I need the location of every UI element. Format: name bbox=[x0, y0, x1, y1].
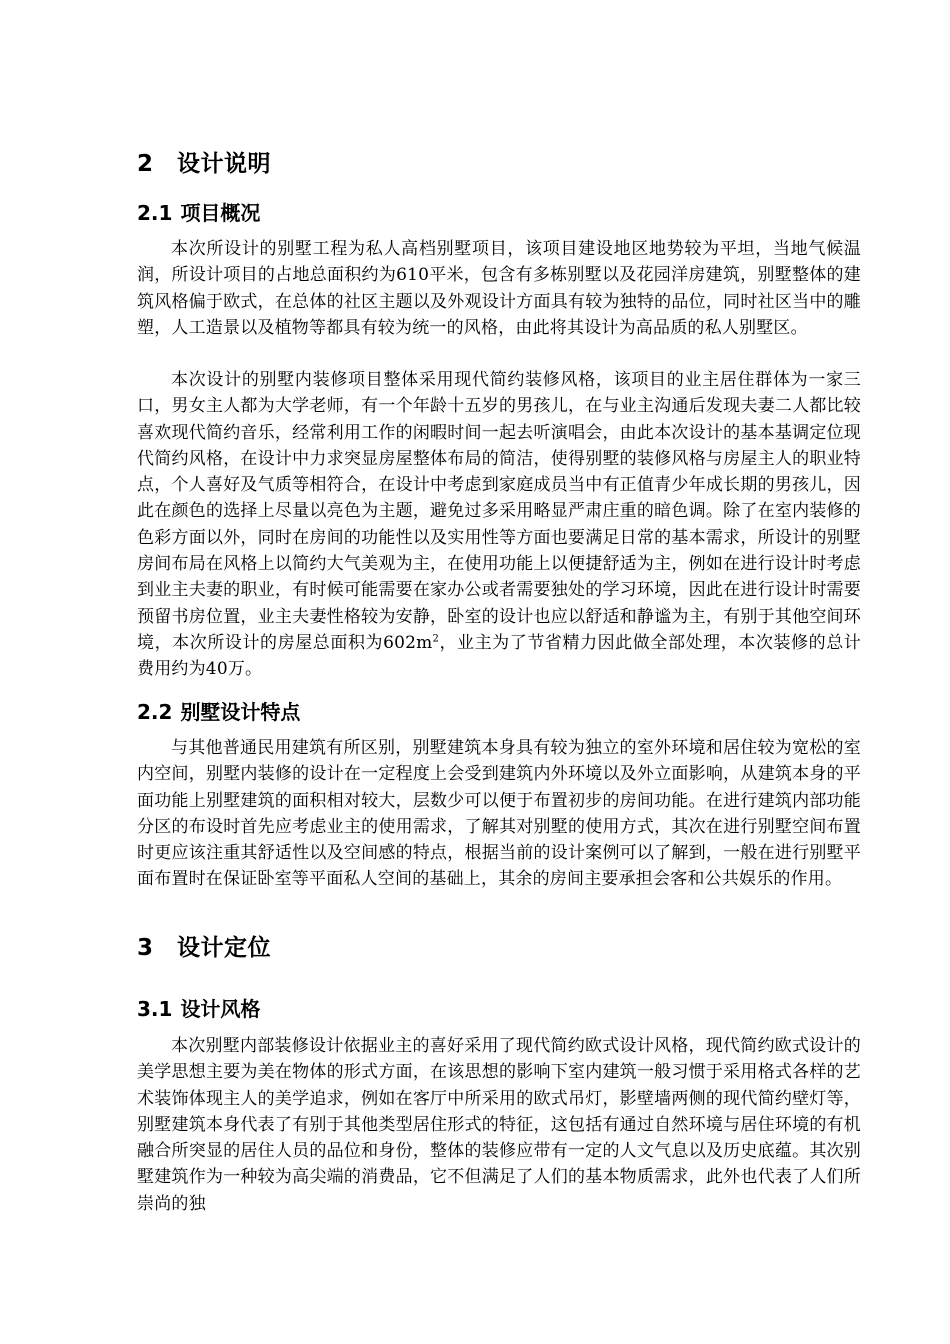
section-heading-3 bbox=[137, 933, 861, 963]
subsection-number: 2.1 bbox=[137, 201, 173, 225]
superscript: 2 bbox=[432, 633, 440, 645]
subsection-number: 2.2 bbox=[137, 700, 173, 724]
paragraph-villa-features: 与其他普通民用建筑有所区别，别墅建筑本身具有较为独立的室外环境和居住较为宽松的室内空间，别墅内装修的设计在一定程度上会受到建筑内外环境以及外立面影响，从建筑本身的平面功能上别墅建筑的面积相对较大，层数少可以便于布置初步的房间功能。在进行建筑内部功能分区的布设时首先应考虑业主的使用需求，了解其对别墅的使用方式，其次在进行别墅空间布置时更应该注重其舒适性以及空间感的特点，根据当前的设计案例可以了解到，一般在进行别墅平面布置时在保证卧室等平面私人空间的基础上，其余的房间主要承担会客和公共娱乐的作用。 bbox=[137, 738, 861, 890]
subsection-heading-2-2 bbox=[137, 699, 861, 725]
section-heading-2 bbox=[137, 149, 861, 179]
paragraph-project-overview-2 bbox=[137, 367, 861, 683]
subsection-number: 3.1 bbox=[137, 997, 173, 1021]
subsection-title: 设计风格 bbox=[180, 997, 261, 1021]
paragraph-text: 本次设计的别墅内装修项目整体采用现代简约装修风格，该项目的业主居住群体为一家三口，男女主人都为大学老师，有一个年龄十五岁的男孩儿，在与业主沟通后发现夫妻二人都比较喜欢现代简约音乐，经常利用工作的闲暇时间一起去听演唱会，由此本次设计的基本基调定位现代简约风格，在设计中力求突显房屋整体布局的简洁，使得别墅的装修风格与房屋主人的职业特点，个人喜好及气质等相符合，在设计中考虑到家庭成员当中有正值青少年成长期的男孩儿，因此在颜色的选择上尽量以亮色为主题，避免过多采用略显严肃庄重的暗色调。除了在室内装修的色彩方面以外，同时在房间的功能性以及实用性等方面也要满足日常的基本需求，所设计的别墅房间布局在风格上以简约大气美观为主，在使用功能上以便捷舒适为主，例如在进行设计时考虑到业主夫妻的职业，有时候可能需要在家办公或者需要独处的学习环境，因此在进行设计时需要预留书房位置，业主夫妻性格较为安静，卧室的设计也应以舒适和静谧为主，有别于其他空间环境，本次所设计的房屋总面积为602m bbox=[137, 370, 861, 653]
section-number: 2 bbox=[137, 151, 154, 177]
subsection-title: 项目概况 bbox=[180, 201, 261, 225]
section-title: 设计说明 bbox=[177, 151, 271, 177]
paragraph-design-style: 本次别墅内部装修设计依据业主的喜好采用了现代简约欧式设计风格，现代简约欧式设计的美学思想主要为美在物体的形式方面，在该思想的影响下室内建筑一般习惯于采用格式各样的艺术装饰体现主人的美学追求，例如在客厅中所采用的欧式吊灯，影壁墙两侧的现代简约壁灯等，别墅建筑本身代表了有别于其他类型居住形式的特征，这包括有通过自然环境与居住环境的有机融合所突显的居住人员的品位和身份，整体的装修应带有一定的人文气息以及历史底蕴。其次别墅建筑作为一种较为高尖端的消费品，它不但满足了人们的基本物质需求，此外也代表了人们所崇尚的独 bbox=[137, 1036, 861, 1214]
paragraph-text: ，业主为了节省精力因此做全部处理，本次装修的总计费用约为40万。 bbox=[137, 632, 861, 680]
subsection-heading-3-1 bbox=[137, 996, 861, 1022]
paragraph-project-overview-1: 本次所设计的别墅工程为私人高档别墅项目，该项目建设地区地势较为平坦，当地气候温润，所设计项目的占地总面积约为610平米，包含有多栋别墅以及花园洋房建筑，别墅整体的建筑风格偏于欧式，在总体的社区主题以及外观设计方面具有较为独特的品位，同时社区当中的雕塑，人工造景以及植物等都具有较为统一的风格，由此将其设计为高品质的私人别墅区。 bbox=[137, 239, 861, 338]
subsection-heading-2-1 bbox=[137, 200, 861, 226]
subsection-title: 别墅设计特点 bbox=[180, 700, 301, 724]
section-title: 设计定位 bbox=[177, 935, 271, 961]
section-number: 3 bbox=[137, 935, 154, 961]
